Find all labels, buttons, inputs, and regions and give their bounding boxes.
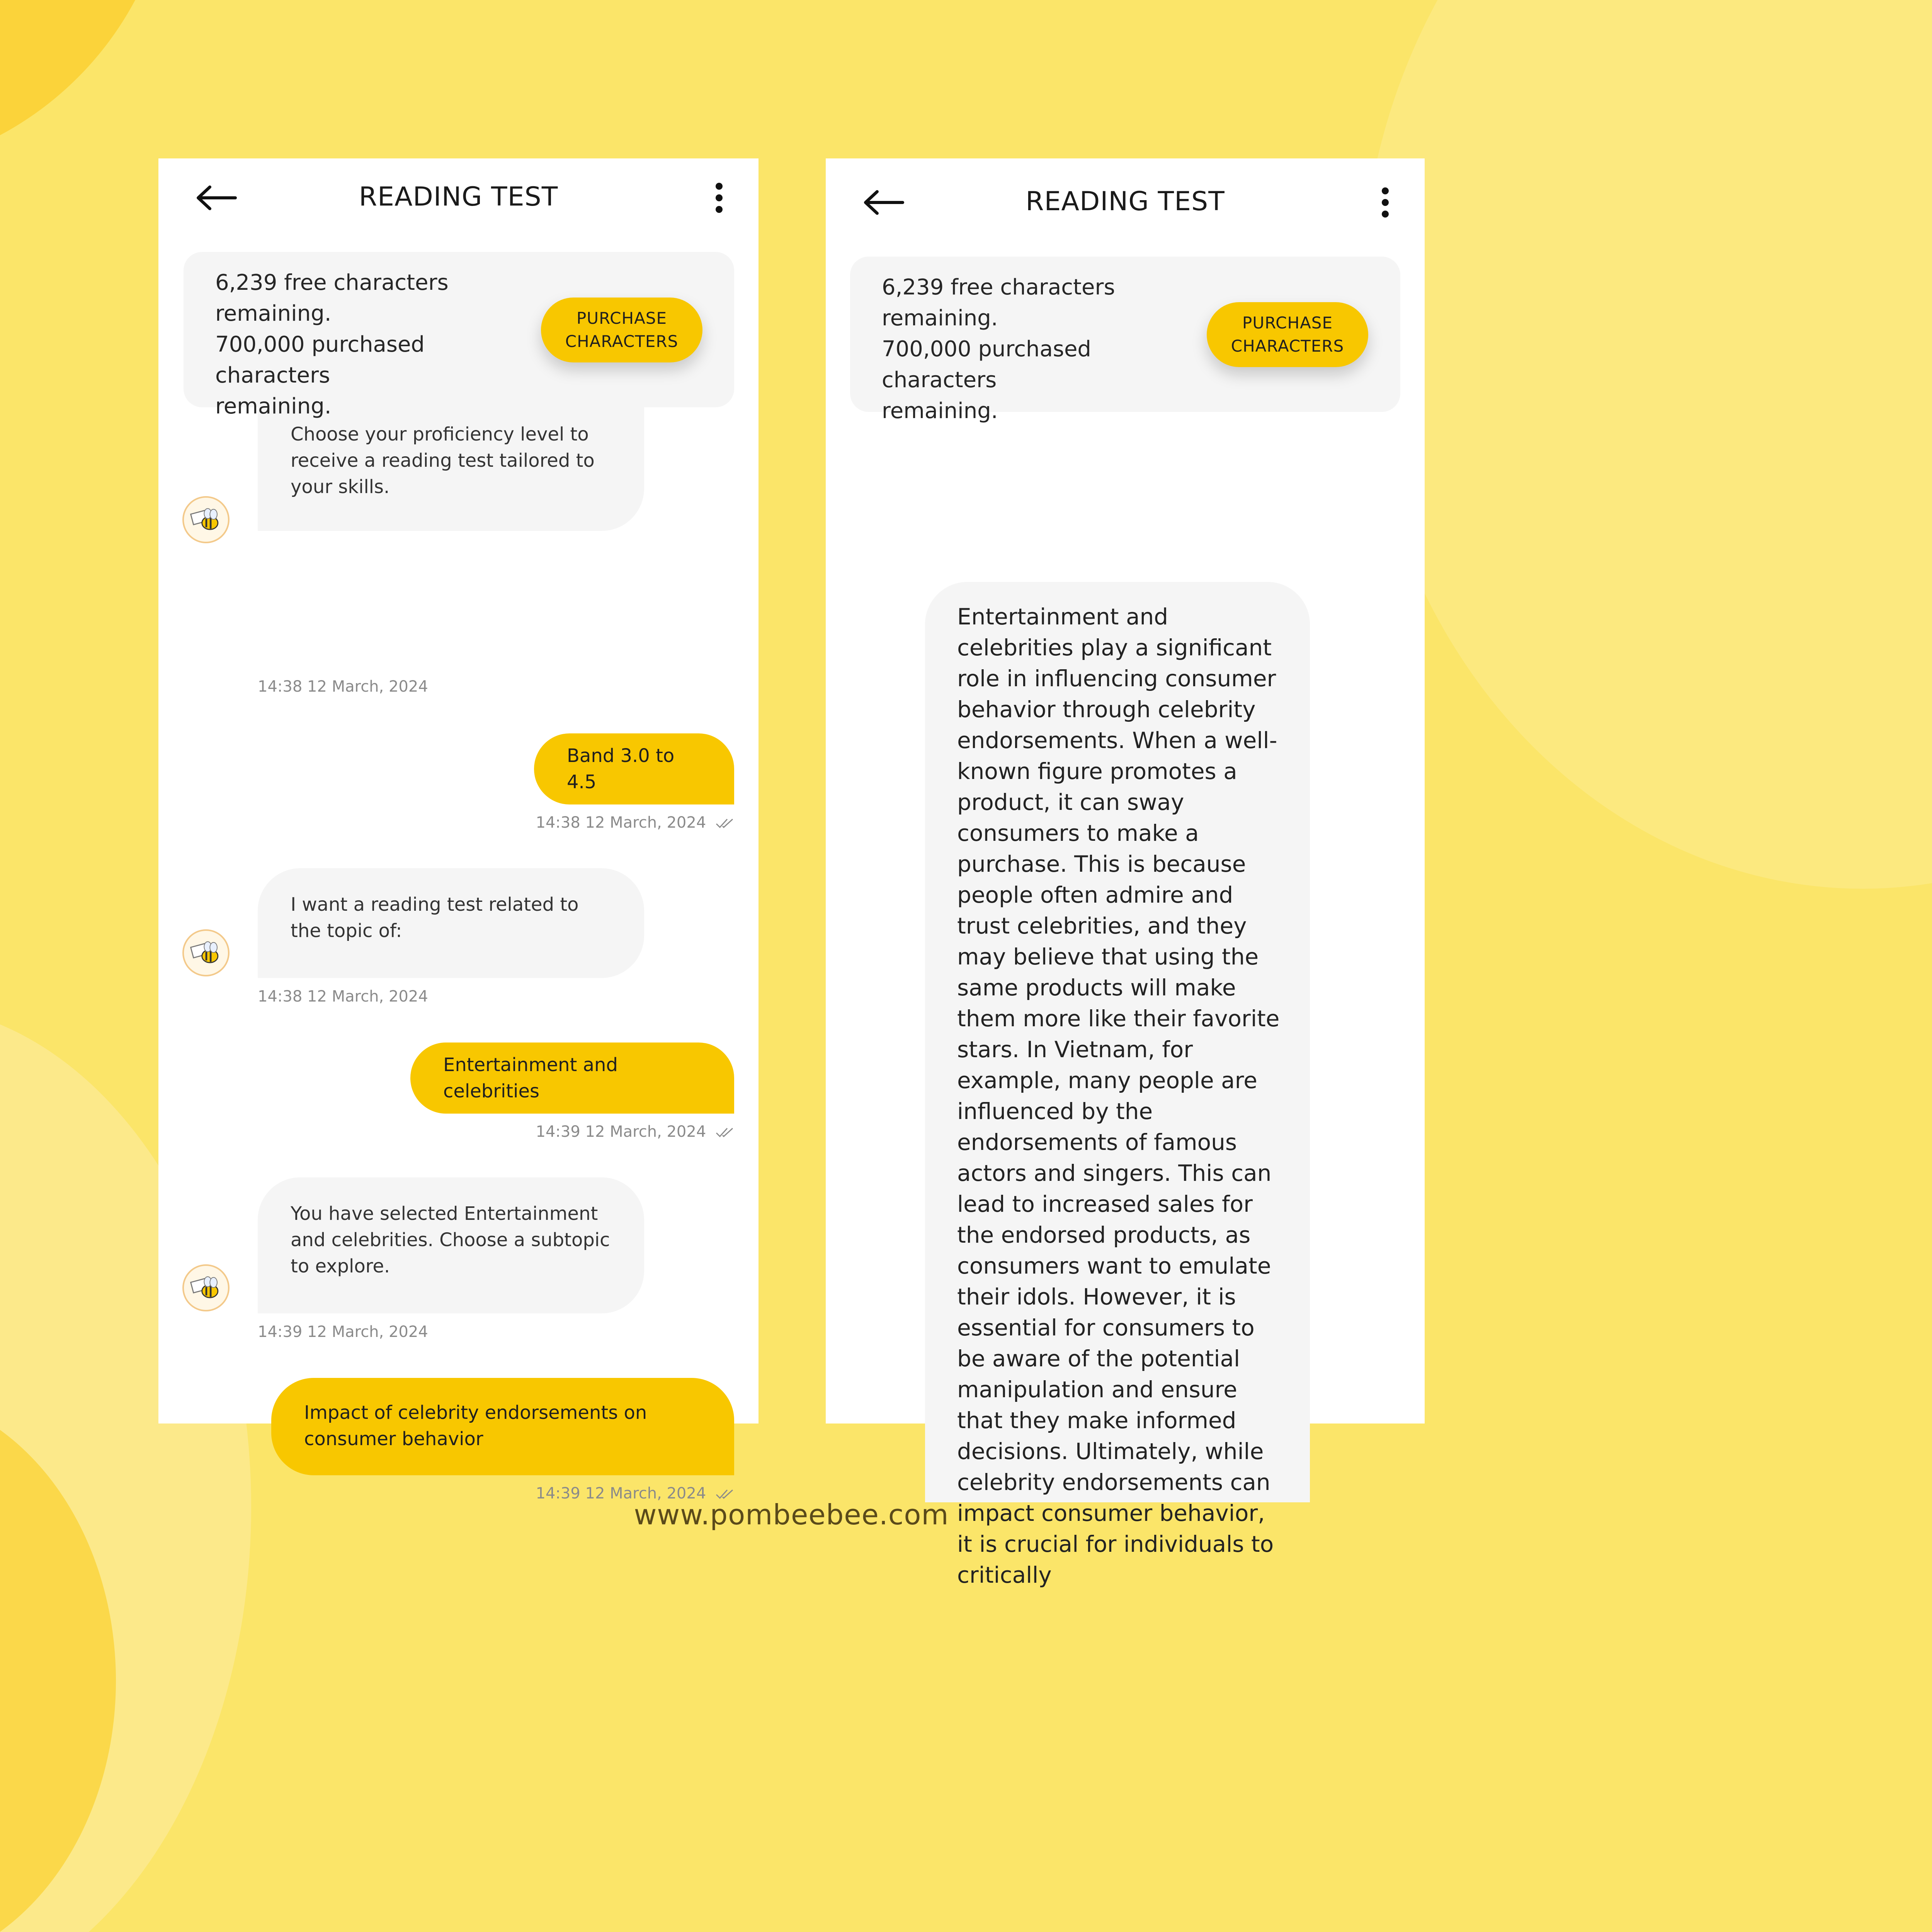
more-vertical-icon[interactable] <box>714 182 724 213</box>
message-timestamp: 14:39 12 March, 2024 <box>258 1323 428 1341</box>
timestamp-text: 14:38 12 March, 2024 <box>536 814 706 832</box>
purchased-characters-text: 700,000 purchased characters <box>215 332 425 388</box>
button-label: CHARACTERS <box>565 332 679 351</box>
bot-message-text: Choose your proficiency level to receive a reading test tailored to your skills. <box>291 423 595 498</box>
message-timestamp: 14:38 12 March, 2024 <box>258 678 428 696</box>
timestamp-text: 14:39 12 March, 2024 <box>536 1485 706 1502</box>
user-bubble <box>534 733 734 804</box>
button-label: PURCHASE <box>577 309 667 328</box>
message-timestamp: 14:38 12 March, 2024 <box>258 988 428 1005</box>
button-label: CHARACTERS <box>1231 337 1344 355</box>
reading-passage-bubble <box>925 582 1310 1588</box>
credits-text <box>215 267 536 422</box>
free-characters-text: 6,239 free characters <box>882 275 1115 300</box>
message-timestamp <box>536 1123 734 1141</box>
user-message-text: Entertainment and celebrities <box>443 1054 618 1102</box>
user-bubble <box>410 1043 734 1114</box>
website-url: www.pombeebee.com <box>634 1498 949 1531</box>
character-credits-card <box>184 252 734 419</box>
timestamp-text: 14:39 12 March, 2024 <box>536 1123 706 1141</box>
bot-message-text: You have selected Entertainment and celebrities. Choose a subtopic to explore. <box>291 1203 610 1277</box>
background-blob <box>1360 0 1932 889</box>
free-characters-text: remaining. <box>215 301 332 326</box>
app-header <box>826 158 1425 236</box>
bot-bubble <box>258 868 644 978</box>
bot-message-text: I want a reading test related to the topic of: <box>291 894 579 942</box>
bee-icon <box>184 1266 228 1310</box>
double-check-icon <box>716 818 734 829</box>
button-label: PURCHASE <box>1242 313 1333 332</box>
page-title: READING TEST <box>1026 186 1225 217</box>
purchased-characters-text: remaining. <box>882 398 998 423</box>
free-characters-text: 6,239 free characters <box>215 270 449 295</box>
character-credits-card <box>850 257 1400 423</box>
background-blob <box>0 0 174 174</box>
purchase-characters-button[interactable] <box>1207 302 1368 367</box>
more-vertical-icon[interactable] <box>1381 187 1390 218</box>
chat-thread[interactable] <box>158 407 759 1502</box>
bee-avatar <box>182 929 230 976</box>
user-bubble <box>271 1378 734 1475</box>
bee-icon <box>184 498 228 542</box>
credits-text <box>882 272 1202 427</box>
app-header <box>158 158 759 236</box>
page-title: READING TEST <box>359 182 558 212</box>
free-characters-text: remaining. <box>882 306 998 331</box>
purchase-characters-button[interactable] <box>541 298 702 362</box>
bee-avatar <box>182 1264 230 1311</box>
bee-avatar <box>182 496 230 543</box>
purchased-characters-text: remaining. <box>215 394 332 419</box>
user-message-text: Band 3.0 to 4.5 <box>567 745 675 793</box>
user-message-text: Impact of celebrity endorsements on consumer behavior <box>304 1402 647 1450</box>
bot-bubble <box>258 1177 644 1313</box>
bee-icon <box>184 931 228 975</box>
reading-passage-text: Entertainment and celebrities play a significant role in influencing consumer behavior through celebrity endorsements. When a well-known figure promotes a product, it can sway consumers to make a purchase. This is because people often admire and trust celebrities, and they may believe that using the same products will make them more like their favorite stars. In Vietnam, for example, many people are influenced by the endorsements of famous actors and singers. This can lead to increased sales for the endorsed products, as consumers want to emulate their idols. However, it is essential for consumers to be aware of the potential manipulation and ensure that they make informed decisions. Ultimately, while celebrity endorsements can impact consumer behavior, it is crucial for individuals to critically <box>957 604 1280 1588</box>
left-phone-screen <box>158 158 759 1502</box>
right-phone-screen <box>826 158 1425 1588</box>
double-check-icon <box>716 1127 734 1138</box>
message-timestamp <box>536 814 734 832</box>
purchased-characters-text: 700,000 purchased characters <box>882 337 1091 393</box>
